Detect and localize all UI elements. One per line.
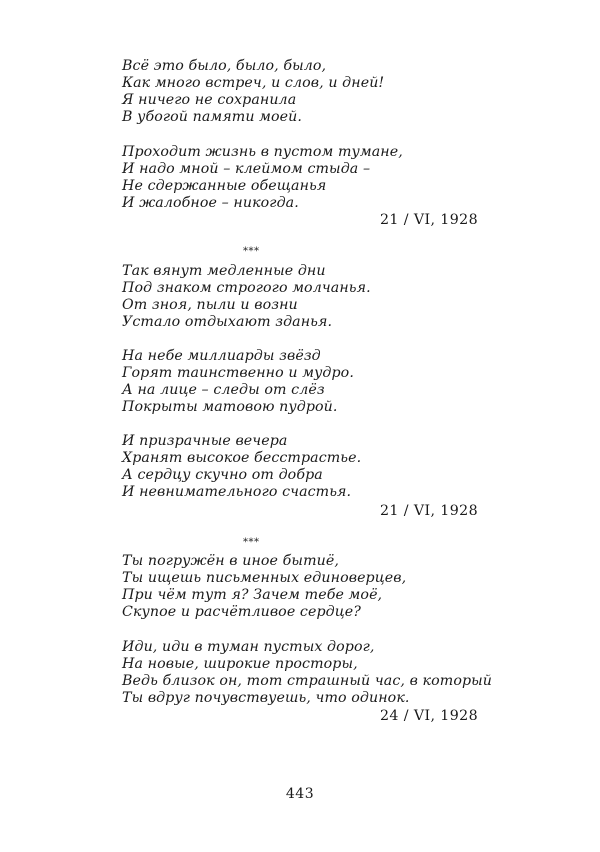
poem-line: При чём тут я? Зачем тебе моё,: [122, 587, 383, 603]
poem-line: А на лице – следы от слёз: [122, 382, 325, 398]
poem-line: В убогой памяти моей.: [122, 109, 303, 125]
poem-line: Ведь близок он, тот страшный час, в который: [122, 673, 493, 689]
poem-line: Горят таинственно и мудро.: [122, 365, 354, 381]
poem-line: Всё это было, было, было,: [122, 58, 327, 74]
poem-line: И призрачные вечера: [122, 433, 288, 449]
poem-date: 24 / VI, 1928: [379, 708, 478, 724]
poem-date: 21 / VI, 1928: [379, 503, 478, 519]
poem-line: Как много встреч, и слов, и дней!: [122, 75, 385, 91]
poem-line: Иди, иди в туман пустых дорог,: [122, 639, 375, 655]
poem-line: Покрыты матовою пудрой.: [122, 399, 338, 415]
poem-line: На небе миллиарды звёзд: [122, 348, 321, 364]
poem-line: От зноя, пыли и возни: [122, 297, 298, 313]
poem-line: Я ничего не сохранила: [122, 92, 297, 108]
poem-line: Ты вдруг почувствуешь, что одинок.: [122, 690, 410, 706]
poem-line: И надо мной – клеймом стыда –: [122, 161, 371, 177]
poem-line: Ты погружён в иное бытиё,: [122, 553, 339, 569]
poem-line: На новые, широкие просторы,: [122, 656, 358, 672]
section-separator: ***: [243, 246, 260, 257]
poem-line: Не сдержанные обещанья: [122, 178, 327, 194]
page-number: 443: [285, 786, 315, 802]
poem-line: И жалобное – никогда.: [122, 195, 299, 211]
poem-line: А сердцу скучно от добра: [122, 467, 323, 483]
poem-line: И невнимательного счастья.: [122, 484, 352, 500]
poem-line: Проходит жизнь в пустом тумане,: [122, 144, 403, 160]
poem-line: Скупое и расчётливое сердце?: [122, 604, 361, 620]
poem-line: Устало отдыхают зданья.: [122, 314, 333, 330]
poem-line: Ты ищешь письменных единоверцев,: [122, 570, 407, 586]
poem-line: Под знаком строгого молчанья.: [122, 280, 371, 296]
section-separator: ***: [243, 537, 260, 548]
poem-line: Так вянут медленные дни: [122, 263, 326, 279]
poem-date: 21 / VI, 1928: [379, 212, 478, 228]
poem-line: Хранят высокое бесстрастье.: [122, 450, 362, 466]
